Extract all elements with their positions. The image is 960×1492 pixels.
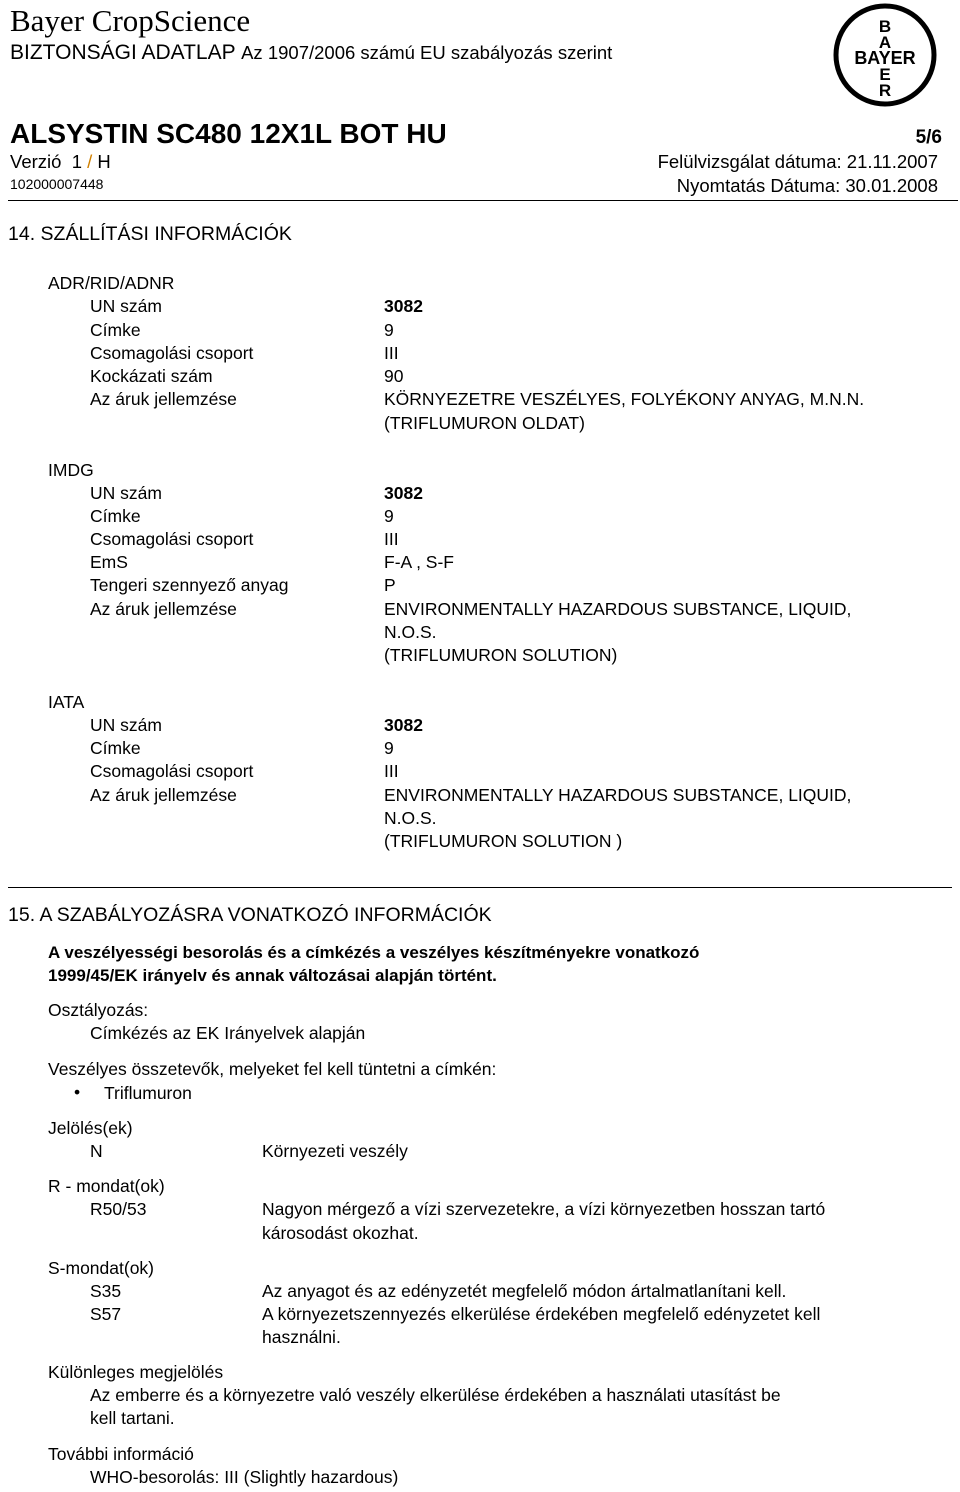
adr-label-label: Címke (90, 320, 141, 340)
section-15-heading: 15. A SZABÁLYOZÁSRA VONATKOZÓ INFORMÁCIÓK (8, 904, 492, 926)
regulation-intro-line-2: 1999/45/EK irányelv és annak változásai alapján történt. (48, 966, 497, 985)
imdg-ems-label: EmS (90, 552, 128, 572)
version-label: Verzió (10, 151, 62, 172)
version-language: H (97, 151, 111, 172)
section-14-heading: 14. SZÁLLÍTÁSI INFORMÁCIÓK (8, 223, 292, 245)
iata-un-value: 3082 (384, 715, 423, 735)
version-number: 1 (71, 151, 82, 172)
company-name: Bayer CropScience (10, 3, 251, 38)
s35-description: Az anyagot és az edényzetét megfelelő módon ártalmatlanítani kell. (262, 1281, 787, 1301)
imdg-packing-value: III (384, 529, 399, 549)
document-number: 102000007448 (10, 176, 104, 192)
regulation-intro-line-1: A veszélyességi besorolás és a címkézés a veszélyes készítményekre vonatkozó (48, 943, 700, 962)
iata-un-label: UN szám (90, 715, 162, 735)
bullet-icon: • (74, 1082, 81, 1102)
iata-packing-label: Csomagolási csoport (90, 761, 254, 781)
further-info-value: WHO-besorolás: III (Slightly hazardous) (90, 1467, 399, 1487)
section-divider (8, 887, 952, 888)
imdg-packing-label: Csomagolási csoport (90, 529, 254, 549)
s35-code: S35 (90, 1281, 122, 1301)
hazardous-components-label: Veszélyes összetevők, melyeket fel kell tüntetni a címkén: (48, 1059, 497, 1079)
product-name: ALSYSTIN SC480 12X1L BOT HU (10, 118, 447, 149)
imdg-ems-value: F-A , S-F (384, 552, 454, 572)
adr-title: ADR/RID/ADNR (48, 273, 175, 293)
further-info-label: További információ (48, 1444, 194, 1464)
adr-description-label: Az áruk jellemzése (90, 389, 237, 409)
s57-code: S57 (90, 1304, 122, 1324)
iata-packing-value: III (384, 761, 399, 781)
imdg-description-label: Az áruk jellemzése (90, 599, 237, 619)
version-line (10, 153, 111, 172)
bayer-logo (832, 2, 938, 108)
svg-text:R: R (878, 81, 892, 100)
s57-description-2: használni. (262, 1327, 341, 1347)
iata-label-label: Címke (90, 738, 141, 758)
adr-description-value: KÖRNYEZETRE VESZÉLYES, FOLYÉKONY ANYAG, M.N.N. (384, 389, 865, 409)
adr-label-value: 9 (384, 320, 394, 340)
regulation-text: Az 1907/2006 számú EU szabályozás szerint (241, 42, 613, 63)
adr-hazard-value: 90 (384, 366, 404, 386)
special-labelling-label: Különleges megjelölés (48, 1362, 224, 1382)
s57-description-1: A környezetszennyezés elkerülése érdekében megfelelő edényzetet kell (262, 1304, 821, 1324)
svg-text:BAYER: BAYER (854, 48, 916, 68)
adr-packing-label: Csomagolási csoport (90, 343, 254, 363)
special-labelling-desc-1: Az emberre és a környezetre való veszély elkerülése érdekében a használati utasítást be (90, 1385, 781, 1405)
s-phrases-label: S-mondat(ok) (48, 1258, 155, 1278)
imdg-title: IMDG (48, 460, 94, 480)
print-date: Nyomtatás Dátuma: 30.01.2008 (676, 175, 938, 196)
classification-value: Címkézés az EK Irányelvek alapján (90, 1023, 366, 1043)
adr-un-label: UN szám (90, 296, 162, 316)
iata-description-label: Az áruk jellemzése (90, 785, 237, 805)
special-labelling-desc-2: kell tartani. (90, 1408, 175, 1428)
symbol-code: N (90, 1141, 103, 1161)
symbol-description: Környezeti veszély (262, 1141, 408, 1161)
adr-hazard-label: Kockázati szám (90, 366, 213, 386)
svg-text:B: B (878, 17, 892, 36)
imdg-label-label: Címke (90, 506, 141, 526)
classification-label: Osztályozás: (48, 1000, 149, 1020)
symbols-label: Jelölés(ek) (48, 1118, 133, 1138)
iata-label-value: 9 (384, 738, 394, 758)
svg-text:E: E (879, 65, 891, 84)
page-number: 5/6 (915, 127, 942, 148)
revision-date: Felülvizsgálat dátuma: 21.11.2007 (657, 151, 938, 172)
hazardous-component-item: Triflumuron (104, 1083, 192, 1103)
document-type-label: BIZTONSÁGI ADATLAP (10, 41, 236, 64)
imdg-description-value: ENVIRONMENTALLY HAZARDOUS SUBSTANCE, LIQUID, (384, 599, 852, 619)
r-phrase-description-1: Nagyon mérgező a vízi szervezetekre, a vízi környezetben hosszan tartó (262, 1199, 826, 1219)
header-divider (8, 200, 958, 201)
r-phrase-description-2: károsodást okozhat. (262, 1223, 419, 1243)
adr-description-cont: (TRIFLUMURON OLDAT) (384, 413, 585, 433)
iata-description-cont-1: N.O.S. (384, 808, 437, 828)
iata-description-cont-2: (TRIFLUMURON SOLUTION ) (384, 831, 623, 851)
imdg-marine-label: Tengeri szennyező anyag (90, 575, 289, 595)
version-separator: / (87, 151, 93, 172)
imdg-un-value: 3082 (384, 483, 423, 503)
imdg-description-cont-2: (TRIFLUMURON SOLUTION) (384, 645, 618, 665)
document-type (10, 42, 612, 63)
iata-description-value: ENVIRONMENTALLY HAZARDOUS SUBSTANCE, LIQUID, (384, 785, 852, 805)
imdg-un-label: UN szám (90, 483, 162, 503)
r-phrase-code: R50/53 (90, 1199, 147, 1219)
imdg-description-cont-1: N.O.S. (384, 622, 437, 642)
r-phrases-label: R - mondat(ok) (48, 1176, 165, 1196)
svg-text:A: A (878, 33, 892, 52)
adr-un-value: 3082 (384, 296, 423, 316)
imdg-label-value: 9 (384, 506, 394, 526)
imdg-marine-value: P (384, 575, 396, 595)
iata-title: IATA (48, 692, 85, 712)
adr-packing-value: III (384, 343, 399, 363)
